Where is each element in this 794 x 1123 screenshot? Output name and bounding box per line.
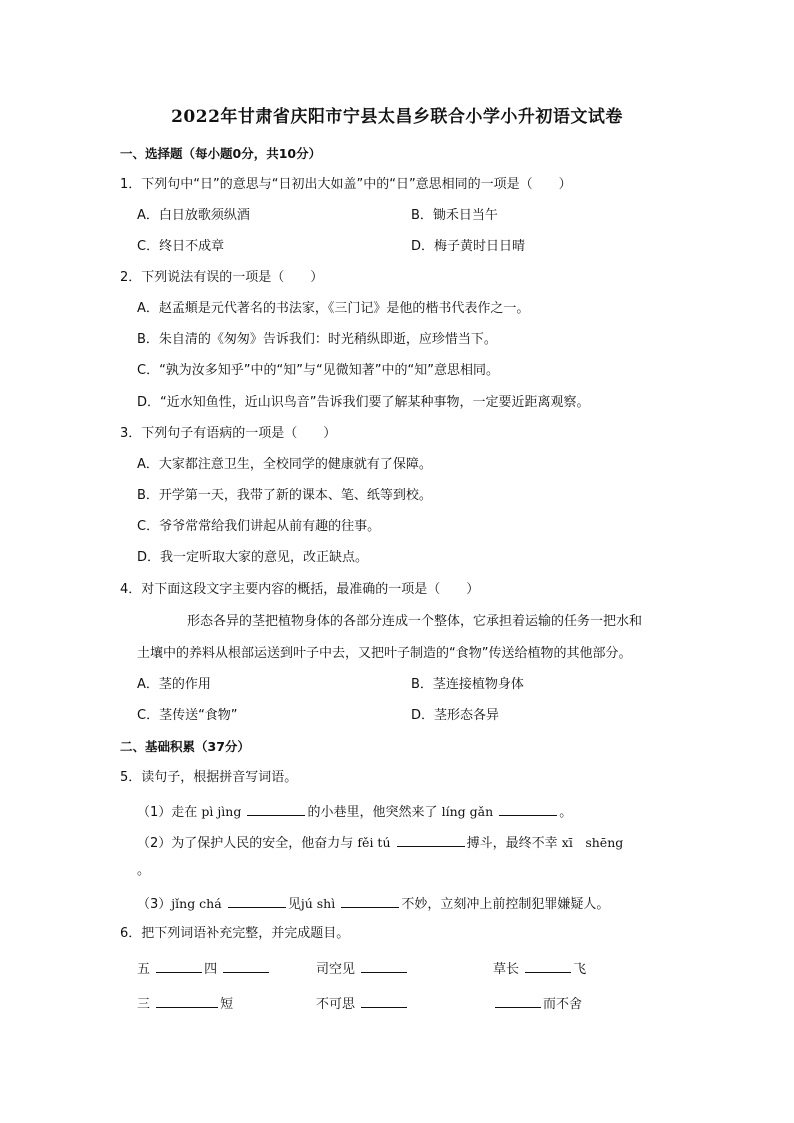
sentence-text: （2）为了保护人民的安全，他奋力与	[137, 836, 354, 851]
question-5-sentence-2	[137, 832, 623, 853]
sentence-text: （1）走在	[137, 805, 198, 820]
idiom-char: 草长	[493, 962, 520, 977]
pinyin-hint: jǐng chá	[171, 896, 222, 911]
question-3-stem: 3．下列句子有语病的一项是（ ）	[120, 426, 337, 441]
question-2-option-c: C．“孰为汝多知乎”中的“知”与“见微知著”中的“知”意思相同。	[137, 363, 499, 378]
question-3-option-b: B．开学第一天，我带了新的课本、笔、纸等到校。	[137, 488, 432, 503]
pinyin-hint: líng gǎn	[441, 804, 494, 819]
pinyin-hint: pì jìng	[201, 804, 242, 819]
answer-blank[interactable]	[361, 993, 407, 1008]
idiom-item-3	[493, 958, 586, 979]
pinyin-hint: xī shēng	[561, 835, 624, 850]
question-1-stem: 1．下列句中“日”的意思与“日初出大如盖”中的“日”意思相同的一项是（ ）	[120, 177, 572, 192]
exam-title: 2022年甘肃省庆阳市宁县太昌乡联合小学小升初语文试卷	[171, 107, 623, 127]
answer-blank[interactable]	[361, 958, 407, 973]
question-1-option-c: C．终日不成章	[137, 239, 225, 254]
sentence-text: 搏斗，最终不幸	[466, 836, 558, 851]
question-2-option-d: D．“近水知鱼性，近山识鸟音”告诉我们要了解某种事物，一定要近距离观察。	[137, 395, 590, 410]
question-2-option-a: A．赵孟頫是元代著名的书法家，《三门记》是他的楷书代表作之一。	[137, 301, 530, 316]
question-5-sentence-1	[137, 801, 572, 822]
sentence-text: 的小巷里，他突然来了	[307, 805, 438, 820]
idiom-item-2	[316, 958, 409, 979]
idiom-char: 四	[204, 962, 218, 977]
section-heading-basics: 二、基础积累（37分）	[120, 739, 250, 754]
idiom-char: 不可思	[316, 997, 356, 1012]
answer-blank[interactable]	[495, 993, 541, 1008]
question-1-option-d: D．梅子黄时日日晴	[411, 239, 526, 254]
question-1-option-a: A．白日放歌须纵酒	[137, 208, 250, 223]
idiom-char: 司空见	[316, 962, 356, 977]
sentence-text: 。	[559, 805, 573, 820]
question-4-passage-line-1: 形态各异的茎把植物身体的各部分连成一个整体，它承担着运输的任务一把水和	[187, 614, 643, 629]
answer-blank[interactable]	[499, 801, 557, 816]
idiom-char: 短	[220, 997, 234, 1012]
question-2-option-b: B．朱自清的《匆匆》告诉我们：时光稍纵即逝，应珍惜当下。	[137, 332, 497, 347]
question-4-option-c: C．茎传送“食物”	[137, 708, 238, 723]
question-4-option-d: D．茎形态各异	[411, 708, 500, 723]
idiom-char: 五	[137, 962, 151, 977]
answer-blank[interactable]	[156, 993, 218, 1008]
question-3-option-d: D．我一定听取大家的意见，改正缺点。	[137, 550, 369, 565]
idiom-char: 三	[137, 997, 151, 1012]
answer-blank[interactable]	[223, 958, 269, 973]
question-3-option-a: A．大家都注意卫生，全校同学的健康就有了保障。	[137, 457, 432, 472]
question-5-sentence-2-end: 。	[137, 863, 151, 878]
idiom-item-1	[137, 958, 271, 979]
question-5-stem: 5．读句子，根据拼音写词语。	[120, 770, 298, 785]
pinyin-hint: jú shì	[300, 896, 336, 911]
question-4-passage-line-2: 土壤中的养料从根部运送到叶子中去，又把叶子制造的“食物”传送给植物的其他部分。	[137, 646, 632, 661]
idiom-item-6	[493, 993, 582, 1014]
sentence-text: （3）	[137, 897, 172, 912]
idiom-char: 而不舍	[543, 997, 583, 1012]
answer-blank[interactable]	[397, 832, 465, 847]
idiom-char: 飞	[573, 962, 587, 977]
pinyin-hint: fěi tú	[357, 835, 391, 850]
question-4-option-a: A．茎的作用	[137, 677, 211, 692]
section-heading-choice: 一、选择题（每小题0分，共10分）	[120, 146, 322, 161]
question-4-option-b: B．茎连接植物身体	[411, 677, 524, 692]
question-1-option-b: B．锄禾日当午	[411, 208, 498, 223]
answer-blank[interactable]	[247, 801, 305, 816]
answer-blank[interactable]	[228, 893, 286, 908]
question-2-stem: 2．下列说法有误的一项是（ ）	[120, 270, 324, 285]
answer-blank[interactable]	[525, 958, 571, 973]
question-3-option-c: C．爷爷常常给我们讲起从前有趣的往事。	[137, 519, 381, 534]
sentence-text: 不妙，立刻冲上前控制犯罪嫌疑人。	[401, 897, 610, 912]
answer-blank[interactable]	[156, 958, 202, 973]
sentence-text: 见	[287, 897, 301, 912]
question-6-stem: 6．把下列词语补充完整，并完成题目。	[120, 926, 350, 941]
question-4-stem: 4．对下面这段文字主要内容的概括，最准确的一项是（ ）	[120, 582, 480, 597]
idiom-item-4	[137, 993, 233, 1014]
answer-blank[interactable]	[341, 893, 399, 908]
idiom-item-5	[316, 993, 409, 1014]
question-5-sentence-3	[137, 893, 609, 914]
